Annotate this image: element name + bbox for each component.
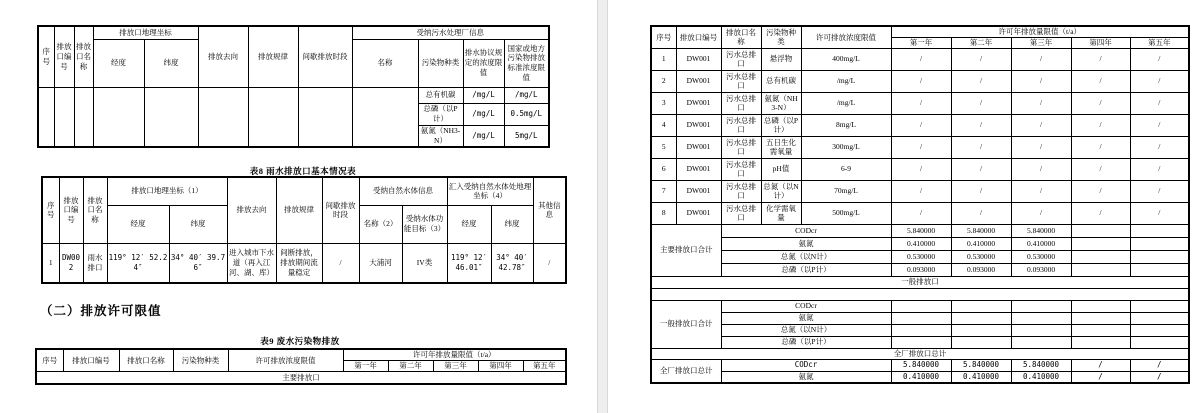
- table-cell: 污水总排口: [721, 202, 761, 224]
- table-cell: 总磷（以P计）: [721, 336, 891, 348]
- table-cell: [38, 87, 54, 147]
- table-row: [651, 324, 1189, 336]
- table-cell: DW001: [676, 136, 721, 158]
- table-cell: /: [951, 114, 1011, 136]
- table-cell: [298, 87, 352, 147]
- table-cell: [1011, 324, 1071, 336]
- table-cell: 0.410000: [951, 371, 1011, 383]
- table-cell: [352, 87, 418, 147]
- table-cell: 污水总排口: [721, 180, 761, 202]
- table-cell: /: [1130, 359, 1189, 371]
- table-cell: [1071, 263, 1130, 276]
- table-cell: /: [1071, 202, 1130, 224]
- table-cell: 300mg/L: [801, 136, 891, 158]
- table-cell: 总氮（以N计）: [721, 250, 891, 263]
- table-cell: /: [951, 180, 1011, 202]
- table-row: [651, 300, 1189, 312]
- section-heading: （二）排放许可限值: [40, 304, 162, 318]
- table-cell: [1071, 250, 1130, 263]
- table-cell: /: [891, 136, 951, 158]
- column-header: 第二年: [388, 360, 433, 371]
- table-cell: /: [1011, 70, 1071, 92]
- column-header: 排放口名称: [74, 26, 93, 87]
- table-cell: 5.840000: [951, 224, 1011, 237]
- table-cell: [1130, 224, 1189, 237]
- table-cell: 大浦河: [359, 243, 402, 283]
- table-cell: /: [951, 158, 1011, 180]
- table-row: [651, 359, 1189, 371]
- table-cell: /: [891, 114, 951, 136]
- table-cell: /: [1071, 136, 1130, 158]
- table-cell: /mg/L: [463, 103, 504, 125]
- table-cell: [1071, 312, 1130, 324]
- table-row: [36, 349, 566, 360]
- table-cell: 0.530000: [891, 250, 951, 263]
- table-row: [651, 136, 1189, 158]
- wastewater-discharge-limits-table: [35, 348, 567, 385]
- table-row: [42, 177, 566, 205]
- table-cell: [1130, 300, 1189, 312]
- table-cell: [951, 324, 1011, 336]
- table-cell: /mg/L: [463, 125, 504, 147]
- table-cell: /: [891, 158, 951, 180]
- table-cell: /: [1011, 180, 1071, 202]
- table-cell: 总磷（以P计）: [418, 103, 463, 125]
- table-cell: 0.410000: [891, 371, 951, 383]
- table-cell: /: [1071, 180, 1130, 202]
- table-cell: 总氮（以N计）: [721, 324, 891, 336]
- table-cell: DW002: [59, 243, 83, 283]
- table-cell: [1130, 237, 1189, 250]
- table-header: [42, 177, 566, 243]
- table-cell: 氨氮: [721, 312, 891, 324]
- column-header: 第一年: [343, 360, 388, 371]
- table-cell: /: [1130, 158, 1189, 180]
- table-cell: 0.410000: [1011, 371, 1071, 383]
- page-gutter: [597, 0, 608, 413]
- column-header: 纬度: [169, 205, 227, 243]
- table-cell: [93, 87, 144, 147]
- table-cell: [891, 312, 951, 324]
- column-header: 污染物种类: [173, 349, 228, 371]
- table-cell: /: [322, 243, 359, 283]
- column-header: 序号: [651, 26, 676, 48]
- table-cell: 悬浮物: [761, 48, 801, 70]
- table-row: [651, 336, 1189, 348]
- column-header: 汇入受纳自然水体处地理坐标（4）: [447, 177, 533, 205]
- table-cell: [891, 324, 951, 336]
- plant-total-label: 全厂排放口总计: [651, 359, 721, 383]
- table-header: [38, 26, 549, 87]
- table-cell: [1130, 336, 1189, 348]
- table-cell: 3: [651, 92, 676, 114]
- wastewater-discharge-limits-table-continued: [650, 25, 1190, 384]
- column-header: 受纳污水处理厂信息: [352, 26, 549, 39]
- column-header: 排放口编号: [54, 26, 74, 87]
- table-cell: DW001: [676, 48, 721, 70]
- table-cell: [1011, 300, 1071, 312]
- table-cell: /: [533, 243, 566, 283]
- column-header: 纬度: [491, 205, 533, 243]
- table-cell: [951, 300, 1011, 312]
- table-cell: 5.840000: [951, 359, 1011, 371]
- table-cell: 氨氮（NH3-N）: [761, 92, 801, 114]
- table-cell: /: [1130, 48, 1189, 70]
- table-row: [651, 312, 1189, 324]
- column-header: 许可排放浓度限值: [801, 26, 891, 48]
- table-cell: 污水总排口: [721, 158, 761, 180]
- table-cell: /: [1130, 136, 1189, 158]
- column-header: 第三年: [1011, 37, 1071, 48]
- column-header: 许可排放浓度限值: [228, 349, 343, 371]
- column-header: 排放规律: [276, 177, 322, 243]
- table-cell: /: [1130, 70, 1189, 92]
- plant-total-section-row: 全厂排放口总计: [651, 348, 1189, 359]
- table-cell: /: [951, 202, 1011, 224]
- table-row: [651, 92, 1189, 114]
- table-cell: /: [1011, 114, 1071, 136]
- table-cell: 5.840000: [891, 359, 951, 371]
- table-cell: 34° 40′ 39.76″: [169, 243, 227, 283]
- column-header: 名称: [352, 39, 418, 87]
- table-row: [42, 243, 566, 283]
- column-header: 排放口编号: [676, 26, 721, 48]
- table-cell: 0.410000: [1011, 237, 1071, 250]
- table-cell: 0.5mg/L: [504, 103, 549, 125]
- table-cell: CODcr: [721, 359, 891, 371]
- column-header: 受纳自然水体信息: [359, 177, 447, 205]
- table-cell: [1130, 263, 1189, 276]
- table-cell: 0.530000: [951, 250, 1011, 263]
- column-header: 污染物种类: [761, 26, 801, 48]
- table-row: [651, 202, 1189, 224]
- table-cell: DW001: [676, 70, 721, 92]
- table-cell: /: [951, 48, 1011, 70]
- table-cell: 氨氮: [721, 237, 891, 250]
- table-cell: 污水总排口: [721, 70, 761, 92]
- column-header: 排放规律: [248, 26, 298, 87]
- table-body: [36, 371, 566, 384]
- table-cell: /: [951, 70, 1011, 92]
- table-cell: 1: [42, 243, 59, 283]
- column-header: 经度: [447, 205, 491, 243]
- column-header: 序号: [36, 349, 63, 371]
- table-row: [651, 26, 1189, 37]
- table-row: [651, 237, 1189, 250]
- table-cell: 119° 12′ 52.24″: [107, 243, 169, 283]
- general-outlets-subtotal-label: 一般排放口合计: [651, 300, 721, 348]
- column-header: 许可年排放量限值（t/a）: [343, 349, 566, 360]
- table8-title: 表8 雨水排放口基本情况表: [249, 166, 357, 176]
- column-header: 排放口地理坐标: [93, 26, 198, 39]
- table-cell: [144, 87, 198, 147]
- column-header: 其他信息: [533, 177, 566, 243]
- table-cell: [1071, 300, 1130, 312]
- table-cell: 5: [651, 136, 676, 158]
- table-cell: 总有机碳: [761, 70, 801, 92]
- table-row: [651, 70, 1189, 92]
- table-cell: [951, 336, 1011, 348]
- table-cell: 0.093000: [951, 263, 1011, 276]
- page-left: [0, 0, 597, 413]
- receiving-plant-info-table: [37, 25, 550, 148]
- column-header: 间歇排放时段: [298, 26, 352, 87]
- table-cell: /: [1071, 48, 1130, 70]
- column-header: 名称（2）: [359, 205, 402, 243]
- table-cell: [1130, 250, 1189, 263]
- table-cell: /: [1130, 371, 1189, 383]
- table-cell: 8: [651, 202, 676, 224]
- table-cell: [891, 300, 951, 312]
- table-cell: 总磷（以P计）: [721, 263, 891, 276]
- table-cell: /: [1130, 114, 1189, 136]
- table-cell: DW001: [676, 114, 721, 136]
- table-cell: 氨氮: [721, 371, 891, 383]
- table-cell: [1071, 336, 1130, 348]
- column-header: 排水协议规定的浓度限值: [463, 39, 504, 87]
- column-header: 间歇排放时段: [322, 177, 359, 243]
- table-row: [651, 250, 1189, 263]
- table-cell: /: [891, 180, 951, 202]
- table-cell: 5.840000: [891, 224, 951, 237]
- column-header: 排放口名称: [721, 26, 761, 48]
- table-cell: /: [1071, 92, 1130, 114]
- table-row: [38, 26, 549, 39]
- table-cell: /: [891, 70, 951, 92]
- table-cell: /: [891, 48, 951, 70]
- column-header: 序号: [38, 26, 54, 87]
- table-cell: 间断排放，排放期间流量稳定: [276, 243, 322, 283]
- table-cell: /: [891, 202, 951, 224]
- column-header: 第五年: [523, 360, 566, 371]
- table-cell: [1071, 224, 1130, 237]
- table-cell: /: [1011, 48, 1071, 70]
- column-header: 第五年: [1130, 37, 1189, 48]
- column-header: 排放去向: [198, 26, 248, 87]
- table-cell: 8mg/L: [801, 114, 891, 136]
- general-outlets-section-row: 一般排放口: [651, 276, 1189, 288]
- table-cell: 污水总排口: [721, 136, 761, 158]
- table-row: [651, 371, 1189, 383]
- column-header: 经度: [93, 39, 144, 87]
- table-cell: /: [951, 92, 1011, 114]
- column-header: 第一年: [891, 37, 951, 48]
- column-header: 序号: [42, 177, 59, 243]
- table-cell: 5.840000: [1011, 224, 1071, 237]
- table-cell: 总有机碳: [418, 87, 463, 103]
- table-cell: 总氮（以N计）: [761, 180, 801, 202]
- table-cell: DW001: [676, 158, 721, 180]
- table-cell: [891, 336, 951, 348]
- table-header: [651, 26, 1189, 48]
- table-cell: /: [1011, 202, 1071, 224]
- table-cell: 5.840000: [1011, 359, 1071, 371]
- main-outlets-section-row: 主要排放口: [36, 371, 566, 384]
- table-row: [651, 114, 1189, 136]
- table-cell: [74, 87, 93, 147]
- table-cell: [1071, 324, 1130, 336]
- table-cell: /: [1130, 180, 1189, 202]
- table-cell: 雨水排口: [83, 243, 107, 283]
- table-row: [651, 263, 1189, 276]
- table-cell: 五日生化需氧量: [761, 136, 801, 158]
- table-row: [651, 276, 1189, 288]
- table-cell: /: [951, 136, 1011, 158]
- table-cell: 500mg/L: [801, 202, 891, 224]
- empty-section-row: [651, 288, 1189, 300]
- table-cell: 0.093000: [1011, 263, 1071, 276]
- table-cell: 污水总排口: [721, 114, 761, 136]
- table-cell: 1: [651, 48, 676, 70]
- table-cell: 总磷（以P计）: [761, 114, 801, 136]
- table-row: [651, 348, 1189, 359]
- table-body: [38, 87, 549, 147]
- table-cell: 进入城市下水道（再入江河、湖、库）: [227, 243, 276, 283]
- table-cell: 6-9: [801, 158, 891, 180]
- column-header: 排放口编号: [63, 349, 119, 371]
- table-cell: 70mg/L: [801, 180, 891, 202]
- table-cell: 0.410000: [891, 237, 951, 250]
- column-header: 排放口编号: [59, 177, 83, 243]
- table-cell: /: [1130, 202, 1189, 224]
- table-body: [42, 243, 566, 283]
- table-cell: /mg/L: [463, 87, 504, 103]
- table-cell: [54, 87, 74, 147]
- table-cell: 7: [651, 180, 676, 202]
- column-header: 排放去向: [227, 177, 276, 243]
- table-cell: 0.530000: [1011, 250, 1071, 263]
- column-header: 经度: [107, 205, 169, 243]
- table-cell: [1130, 324, 1189, 336]
- table-cell: /: [1011, 136, 1071, 158]
- table-cell: 119° 12′ 46.01″: [447, 243, 491, 283]
- table-cell: /: [1071, 70, 1130, 92]
- column-header: 排放口地理坐标（1）: [107, 177, 227, 205]
- table-cell: 污水总排口: [721, 48, 761, 70]
- table-cell: [1011, 312, 1071, 324]
- column-header: 第二年: [951, 37, 1011, 48]
- table-cell: 2: [651, 70, 676, 92]
- table-cell: /: [1130, 92, 1189, 114]
- table-cell: /: [1071, 114, 1130, 136]
- table-cell: 6: [651, 158, 676, 180]
- table-cell: /: [891, 92, 951, 114]
- table-cell: /mg/L: [801, 92, 891, 114]
- table-cell: pH值: [761, 158, 801, 180]
- table-row: [36, 371, 566, 384]
- table-row: [651, 180, 1189, 202]
- table-row: [651, 224, 1189, 237]
- column-header: 第四年: [1071, 37, 1130, 48]
- table-cell: /mg/L: [801, 70, 891, 92]
- table-cell: 4: [651, 114, 676, 136]
- table-cell: /: [1011, 158, 1071, 180]
- table-row: [651, 48, 1189, 70]
- table-cell: 5mg/L: [504, 125, 549, 147]
- table-cell: DW001: [676, 202, 721, 224]
- column-header: 受纳水体功能目标（3）: [402, 205, 447, 243]
- column-header: 排放口名称: [119, 349, 173, 371]
- column-header: 国家或地方污染物排放标准浓度限值: [504, 39, 549, 87]
- table-cell: 氨氮（NH3-N）: [418, 125, 463, 147]
- table-row: [651, 158, 1189, 180]
- column-header: 排放口名称: [83, 177, 107, 243]
- table-cell: [1071, 237, 1130, 250]
- table-cell: CODcr: [721, 300, 891, 312]
- table-cell: /: [1071, 158, 1130, 180]
- table-cell: 400mg/L: [801, 48, 891, 70]
- table-cell: [951, 312, 1011, 324]
- table-row: [651, 288, 1189, 300]
- table9-title: 表9 废水污染物排放: [260, 336, 340, 346]
- table-row: [38, 87, 549, 103]
- column-header: 第四年: [478, 360, 523, 371]
- column-header: 污染物种类: [418, 39, 463, 87]
- table-cell: [198, 87, 248, 147]
- page-right: [608, 0, 1197, 413]
- table-cell: [1130, 312, 1189, 324]
- column-header: 第三年: [433, 360, 478, 371]
- table-header: [36, 349, 566, 371]
- table-body: [651, 48, 1189, 383]
- table-cell: 0.410000: [951, 237, 1011, 250]
- table-cell: 污水总排口: [721, 92, 761, 114]
- table-cell: /: [1071, 371, 1130, 383]
- table-cell: /mg/L: [504, 87, 549, 103]
- table-cell: DW001: [676, 92, 721, 114]
- table-cell: DW001: [676, 180, 721, 202]
- table-cell: 34° 40′ 42.78″: [491, 243, 533, 283]
- table-cell: CODcr: [721, 224, 891, 237]
- column-header: 许可年排放量限值（t/a）: [891, 26, 1189, 37]
- table-cell: IV类: [402, 243, 447, 283]
- rainwater-outlet-table: [41, 176, 567, 284]
- table-cell: 0.093000: [891, 263, 951, 276]
- table-cell: 化学需氧量: [761, 202, 801, 224]
- column-header: 纬度: [144, 39, 198, 87]
- table-cell: [248, 87, 298, 147]
- table-cell: [1011, 336, 1071, 348]
- table-cell: /: [1071, 359, 1130, 371]
- table-cell: /: [1011, 92, 1071, 114]
- main-outlets-subtotal-label: 主要排放口合计: [651, 224, 721, 276]
